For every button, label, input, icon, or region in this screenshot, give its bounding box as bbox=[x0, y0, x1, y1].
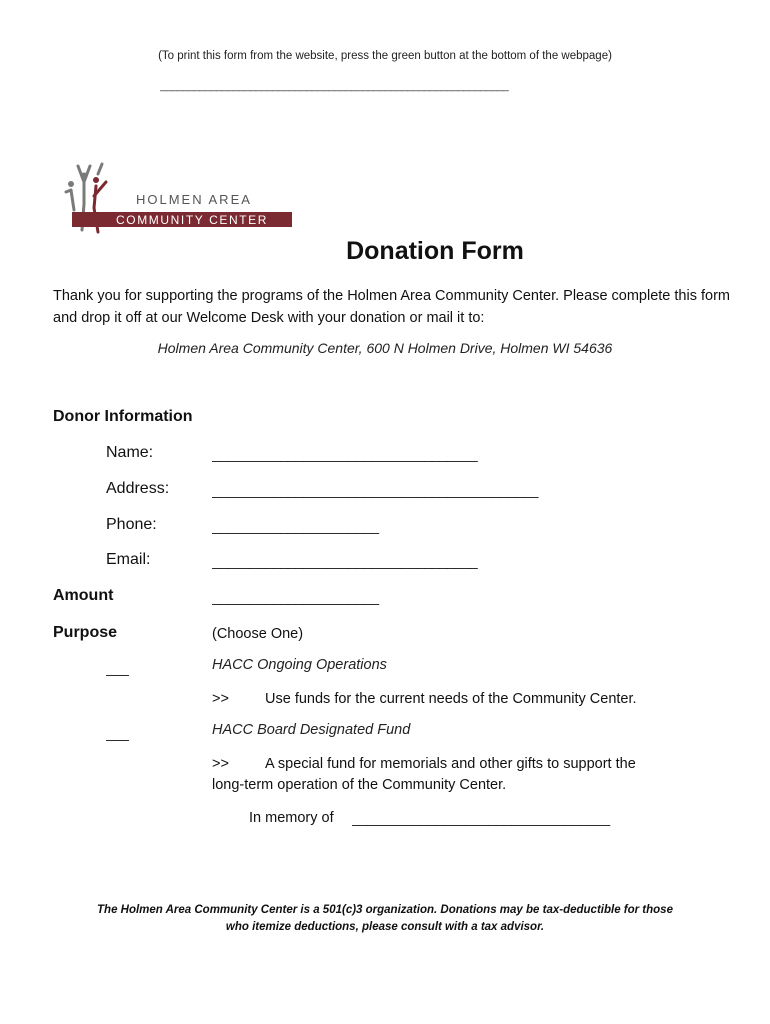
option-ongoing-title: HACC Ongoing Operations bbox=[212, 657, 387, 673]
amount-label: Amount bbox=[53, 587, 114, 604]
phone-field[interactable]: ______________________ bbox=[212, 518, 379, 534]
memory-field[interactable]: __________________________________ bbox=[352, 810, 610, 826]
option-ongoing-desc: Use funds for the current needs of the Community Center. bbox=[265, 691, 637, 707]
name-label: Name: bbox=[106, 444, 154, 461]
logo-line1: HOLMEN AREA bbox=[136, 192, 252, 207]
address-label: Address: bbox=[106, 480, 170, 497]
email-field[interactable]: ___________________________________ bbox=[212, 553, 478, 569]
purpose-label: Purpose bbox=[53, 624, 118, 641]
option-ongoing-arrow: >> bbox=[212, 691, 229, 707]
tax-disclaimer bbox=[40, 902, 730, 936]
memory-label: In memory of bbox=[249, 810, 334, 826]
option-board-desc-line1: A special fund for memorials and other gifts to support the bbox=[265, 756, 636, 772]
mailing-address: Holmen Area Community Center, 600 N Holmen Drive, Holmen WI 54636 bbox=[157, 340, 613, 356]
tax-disclaimer-line1: The Holmen Area Community Center is a 501(c)3 organization. Donations may be tax-deductible for those bbox=[97, 904, 673, 916]
option-board-title: HACC Board Designated Fund bbox=[212, 722, 411, 738]
holmen-logo bbox=[62, 160, 294, 238]
phone-label: Phone: bbox=[106, 516, 157, 533]
print-instructions: (To print this form from the website, press the green button at the bottom of the webpage) bbox=[158, 50, 612, 62]
page-title: Donation Form bbox=[346, 237, 524, 265]
header-divider: ______________________________________________________________ bbox=[160, 80, 509, 92]
email-label: Email: bbox=[106, 551, 151, 568]
logo-line2: COMMUNITY CENTER bbox=[116, 213, 269, 227]
option-ongoing-checkbox[interactable]: ___ bbox=[106, 660, 129, 676]
option-board-desc-line2: long-term operation of the Community Center. bbox=[212, 777, 507, 793]
purpose-hint: (Choose One) bbox=[212, 626, 304, 642]
option-board-checkbox[interactable]: ___ bbox=[106, 725, 129, 741]
tax-disclaimer-line2: who itemize deductions, please consult with a tax advisor. bbox=[225, 921, 545, 933]
donor-info-heading: Donor Information bbox=[53, 408, 193, 425]
address-field[interactable]: ___________________________________________ bbox=[212, 482, 539, 498]
name-field[interactable]: ___________________________________ bbox=[212, 446, 478, 462]
option-board-arrow: >> bbox=[212, 756, 229, 772]
intro-text: Thank you for supporting the programs of the Holmen Area Community Center. Please complete this form and drop it off at our Welcome Desk with your donation or mail it to: bbox=[53, 288, 730, 326]
amount-field[interactable]: ______________________ bbox=[212, 589, 379, 605]
